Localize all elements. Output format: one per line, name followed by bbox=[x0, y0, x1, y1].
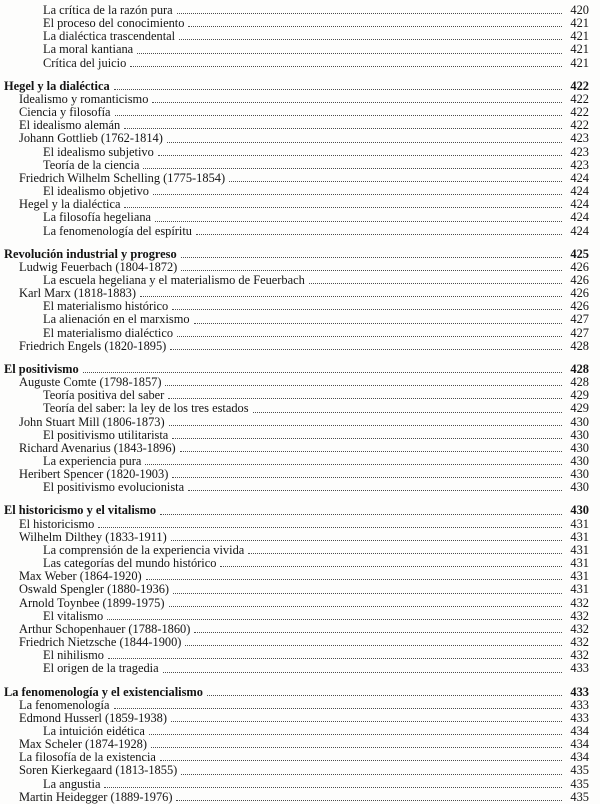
toc-entry-label: Martin Heidegger (1889-1976) bbox=[19, 789, 173, 804]
toc-entry bbox=[4, 699, 589, 712]
dotted-leader bbox=[158, 155, 562, 156]
dotted-leader bbox=[179, 39, 562, 40]
toc-entry-page: 424 bbox=[570, 210, 589, 225]
dotted-leader bbox=[171, 721, 562, 722]
toc-entry-page: 426 bbox=[570, 272, 589, 287]
toc-entry bbox=[4, 261, 589, 274]
toc-entry-label: Idealismo y romanticismo bbox=[19, 91, 149, 106]
toc-entry-page: 421 bbox=[570, 55, 589, 70]
toc-entry bbox=[4, 132, 589, 145]
toc-entry-page: 429 bbox=[570, 388, 589, 403]
toc-entry bbox=[4, 57, 589, 70]
toc-entry-label: Max Weber (1864-1920) bbox=[19, 569, 142, 584]
toc-entry-page: 424 bbox=[570, 223, 589, 238]
toc-entry-page: 435 bbox=[570, 763, 589, 778]
toc-entry bbox=[4, 583, 589, 596]
toc-entry bbox=[4, 416, 589, 429]
toc-entry-page: 424 bbox=[570, 184, 589, 199]
dotted-leader bbox=[124, 128, 562, 129]
dotted-leader bbox=[137, 53, 562, 54]
toc-entry-label: La intuición eidética bbox=[43, 723, 145, 738]
toc-entry-page: 431 bbox=[570, 582, 589, 597]
dotted-leader bbox=[140, 296, 562, 297]
toc-entry-page: 430 bbox=[570, 480, 589, 495]
toc-entry-label: Hegel y la dialéctica bbox=[4, 78, 110, 93]
toc-entry-label: Richard Avenarius (1843-1896) bbox=[19, 440, 176, 455]
toc-entry-label: El materialismo histórico bbox=[43, 299, 169, 314]
dotted-leader bbox=[114, 708, 563, 709]
toc-entry-page: 421 bbox=[570, 29, 589, 44]
toc-entry-page: 426 bbox=[570, 286, 589, 301]
dotted-leader bbox=[151, 747, 562, 748]
dotted-leader bbox=[194, 323, 562, 324]
dotted-leader bbox=[181, 270, 562, 271]
dotted-leader bbox=[181, 774, 562, 775]
toc-entry-page: 422 bbox=[570, 78, 589, 93]
dotted-leader bbox=[188, 490, 562, 491]
toc-entry-page: 423 bbox=[570, 131, 589, 146]
toc-entry-label: Johann Gottlieb (1762-1814) bbox=[19, 131, 163, 146]
toc-entry bbox=[4, 146, 589, 159]
dotted-leader bbox=[115, 115, 562, 116]
toc-entry-label: El idealismo subjetivo bbox=[43, 144, 154, 159]
dotted-leader bbox=[149, 734, 562, 735]
toc-entry-label: Teoría del saber: la ley de los tres estados bbox=[43, 401, 249, 416]
toc-entry-label: Friedrich Wilhelm Schelling (1775-1854) bbox=[19, 170, 226, 185]
dotted-leader bbox=[153, 194, 562, 195]
toc-entry bbox=[4, 248, 589, 261]
dotted-leader bbox=[160, 514, 562, 515]
dotted-leader bbox=[188, 26, 562, 27]
dotted-leader bbox=[114, 89, 562, 90]
toc-entry-page: 431 bbox=[570, 542, 589, 557]
toc-entry-label: La fenomenología del espíritu bbox=[43, 223, 192, 238]
dotted-leader bbox=[196, 234, 562, 235]
toc-entry-page: 426 bbox=[570, 259, 589, 274]
dotted-leader bbox=[152, 102, 562, 103]
toc-entry bbox=[4, 159, 589, 172]
toc-entry-label: El materialismo dialéctico bbox=[43, 325, 174, 340]
dotted-leader bbox=[169, 425, 562, 426]
toc-entry-page: 430 bbox=[570, 467, 589, 482]
toc-entry-page: 424 bbox=[570, 197, 589, 212]
toc-entry-label: El historicismo y el vitalismo bbox=[4, 503, 157, 518]
toc-entry-page: 435 bbox=[570, 776, 589, 791]
toc-entry-page: 423 bbox=[570, 157, 589, 172]
toc-entry-label: El vitalismo bbox=[43, 608, 104, 623]
dotted-leader bbox=[171, 540, 562, 541]
dotted-leader bbox=[98, 527, 562, 528]
toc-entry-page: 430 bbox=[570, 503, 589, 518]
dotted-leader bbox=[309, 283, 562, 284]
toc-entry-page: 428 bbox=[570, 361, 589, 376]
toc-entry-label: El proceso del conocimiento bbox=[43, 16, 185, 31]
toc-entry bbox=[4, 211, 589, 224]
toc-entry bbox=[4, 225, 589, 238]
toc-entry-page: 421 bbox=[570, 42, 589, 57]
dotted-leader bbox=[155, 221, 562, 222]
dotted-leader bbox=[170, 349, 562, 350]
toc-entry-page: 422 bbox=[570, 105, 589, 120]
toc-entry-page: 431 bbox=[570, 556, 589, 571]
toc-entry bbox=[4, 518, 589, 531]
toc-entry-page: 422 bbox=[570, 118, 589, 133]
dotted-leader bbox=[143, 168, 562, 169]
dotted-leader bbox=[172, 438, 562, 439]
toc-entry-label: El idealismo objetivo bbox=[43, 184, 149, 199]
toc-entry-page: 432 bbox=[570, 595, 589, 610]
toc-entry bbox=[4, 610, 589, 623]
dotted-leader bbox=[172, 477, 562, 478]
toc-entry-label: La experiencia pura bbox=[43, 454, 142, 468]
dotted-leader bbox=[172, 309, 562, 310]
toc-entry-page: 432 bbox=[570, 621, 589, 636]
dotted-leader bbox=[177, 13, 562, 14]
dotted-leader bbox=[167, 142, 562, 143]
toc-entry bbox=[4, 340, 589, 353]
dotted-leader bbox=[176, 800, 562, 801]
toc-entry-label: Crítica del juicio bbox=[43, 55, 127, 70]
toc-entry-label: La fenomenología bbox=[19, 697, 110, 712]
toc-entry-page: 433 bbox=[570, 661, 589, 676]
dotted-leader bbox=[229, 181, 562, 182]
toc-entry-label: Teoría positiva del saber bbox=[43, 388, 165, 403]
dotted-leader bbox=[146, 579, 562, 580]
toc-entry-page: 432 bbox=[570, 648, 589, 663]
toc-entry-label: La crítica de la razón pura bbox=[43, 3, 173, 17]
toc-entry-page: 431 bbox=[570, 529, 589, 544]
toc-entry bbox=[4, 712, 589, 725]
toc-entry bbox=[4, 778, 589, 791]
toc-entry-label: La filosofía hegeliana bbox=[43, 210, 152, 225]
toc-entry-label: Soren Kierkegaard (1813-1855) bbox=[19, 763, 178, 778]
toc-list bbox=[4, 4, 589, 804]
toc-entry-label: Friedrich Engels (1820-1895) bbox=[19, 338, 167, 353]
toc-entry-label: John Stuart Mill (1806-1873) bbox=[19, 414, 165, 429]
dotted-leader bbox=[173, 593, 562, 594]
toc-entry-label: El historicismo bbox=[19, 516, 95, 531]
toc-entry-label: Teoría de la ciencia bbox=[43, 157, 140, 172]
dotted-leader bbox=[169, 606, 563, 607]
toc-entry-label: La filosofía de la existencia bbox=[19, 750, 156, 765]
dotted-leader bbox=[168, 398, 562, 399]
toc-entry bbox=[4, 531, 589, 544]
toc-entry bbox=[4, 662, 589, 675]
dotted-leader bbox=[83, 372, 562, 373]
toc-entry-label: El origen de la tragedia bbox=[43, 661, 159, 676]
toc-entry-page: 433 bbox=[570, 710, 589, 725]
toc-entry bbox=[4, 686, 589, 699]
toc-entry-label: Ludwig Feuerbach (1804-1872) bbox=[19, 259, 178, 274]
toc-entry-page: 429 bbox=[570, 401, 589, 416]
toc-entry-page: 428 bbox=[570, 338, 589, 353]
toc-entry-page: 431 bbox=[570, 569, 589, 584]
toc-entry-label: Arnold Toynbee (1899-1975) bbox=[19, 595, 165, 610]
toc-entry bbox=[4, 313, 589, 326]
dotted-leader bbox=[163, 672, 562, 673]
toc-entry-page: 432 bbox=[570, 635, 589, 650]
toc-entry-label: Hegel y la dialéctica bbox=[19, 197, 121, 212]
dotted-leader bbox=[253, 412, 562, 413]
dotted-leader bbox=[165, 385, 562, 386]
toc-entry-label: La angustia bbox=[43, 776, 101, 791]
dotted-leader bbox=[194, 632, 562, 633]
toc-entry-page: 435 bbox=[570, 789, 589, 804]
toc-entry-page: 430 bbox=[570, 414, 589, 429]
dotted-leader bbox=[180, 451, 562, 452]
toc-entry-label: El positivismo utilitarista bbox=[43, 427, 169, 442]
dotted-leader bbox=[104, 787, 562, 788]
toc-entry-label: Las categorías del mundo histórico bbox=[43, 556, 217, 571]
toc-entry-page: 428 bbox=[570, 375, 589, 390]
toc-entry-label: Max Scheler (1874-1928) bbox=[19, 737, 148, 752]
toc-entry bbox=[4, 402, 589, 415]
toc-entry-page: 423 bbox=[570, 144, 589, 159]
dotted-leader bbox=[207, 695, 562, 696]
toc-entry-page: 432 bbox=[570, 608, 589, 623]
dotted-leader bbox=[130, 66, 562, 67]
toc-entry-label: La fenomenología y el existencialismo bbox=[4, 684, 203, 699]
toc-entry-page: 426 bbox=[570, 299, 589, 314]
toc-entry-label: El positivismo bbox=[4, 361, 79, 376]
toc-entry-label: La moral kantiana bbox=[43, 42, 134, 57]
dotted-leader bbox=[185, 645, 562, 646]
toc-entry-page: 422 bbox=[570, 91, 589, 106]
toc-entry-label: El idealismo alemán bbox=[19, 118, 121, 133]
toc-entry-page: 434 bbox=[570, 737, 589, 752]
dotted-leader bbox=[160, 760, 562, 761]
dotted-leader bbox=[177, 336, 562, 337]
toc-entry-page: 433 bbox=[570, 684, 589, 699]
toc-entry bbox=[4, 327, 589, 340]
toc-entry-label: Arthur Schopenhauer (1788-1860) bbox=[19, 621, 191, 636]
toc-entry-label: Ciencia y filosofía bbox=[19, 105, 111, 120]
toc-entry bbox=[4, 481, 589, 494]
toc-entry-page: 434 bbox=[570, 750, 589, 765]
toc-entry bbox=[4, 597, 589, 610]
toc-entry bbox=[4, 43, 589, 56]
toc-entry bbox=[4, 764, 589, 777]
toc-entry-label: La dialéctica trascendental bbox=[43, 29, 176, 44]
toc-entry-label: Edmond Husserl (1859-1938) bbox=[19, 710, 167, 725]
toc-entry-page: 434 bbox=[570, 723, 589, 738]
toc-entry-page: 431 bbox=[570, 516, 589, 531]
dotted-leader bbox=[145, 464, 562, 465]
dotted-leader bbox=[248, 553, 562, 554]
dotted-leader bbox=[181, 257, 562, 258]
toc-entry-label: La alienación en el marxismo bbox=[43, 312, 190, 327]
toc-entry-label: El positivismo evolucionista bbox=[43, 480, 185, 495]
dotted-leader bbox=[124, 207, 562, 208]
toc-entry-page: 421 bbox=[570, 16, 589, 31]
toc-entry-label: La comprensión de la experiencia vivida bbox=[43, 542, 245, 557]
toc-entry-label: Friedrich Nietzsche (1844-1900) bbox=[19, 635, 182, 650]
toc-entry-label: El nihilismo bbox=[43, 648, 104, 663]
toc-entry-label: Auguste Comte (1798-1857) bbox=[19, 375, 162, 390]
toc-entry-label: Oswald Spengler (1880-1936) bbox=[19, 582, 170, 597]
toc-entry-page: 427 bbox=[570, 325, 589, 340]
dotted-leader bbox=[107, 619, 562, 620]
toc-entry-page: 433 bbox=[570, 697, 589, 712]
toc-entry bbox=[4, 791, 589, 804]
toc-entry-label: Revolución industrial y progreso bbox=[4, 246, 177, 261]
toc-entry bbox=[4, 80, 589, 93]
toc-entry-label: Heribert Spencer (1820-1903) bbox=[19, 467, 169, 482]
toc-entry-page: 425 bbox=[570, 246, 589, 261]
toc-entry bbox=[4, 504, 589, 517]
toc-entry-page: 420 bbox=[570, 3, 589, 17]
toc-entry-label: Karl Marx (1818-1883) bbox=[19, 286, 136, 301]
toc-entry-page: 430 bbox=[570, 427, 589, 442]
toc-entry-page: 427 bbox=[570, 312, 589, 327]
toc-entry-page: 430 bbox=[570, 440, 589, 455]
dotted-leader bbox=[108, 658, 562, 659]
toc-entry bbox=[4, 429, 589, 442]
toc-entry-page: 424 bbox=[570, 170, 589, 185]
toc-entry-page: 430 bbox=[570, 454, 589, 468]
dotted-leader bbox=[220, 566, 562, 567]
toc-entry-label: Wilhelm Dilthey (1833-1911) bbox=[19, 529, 167, 544]
toc-entry-label: La escuela hegeliana y el materialismo de Feuerbach bbox=[43, 272, 305, 287]
